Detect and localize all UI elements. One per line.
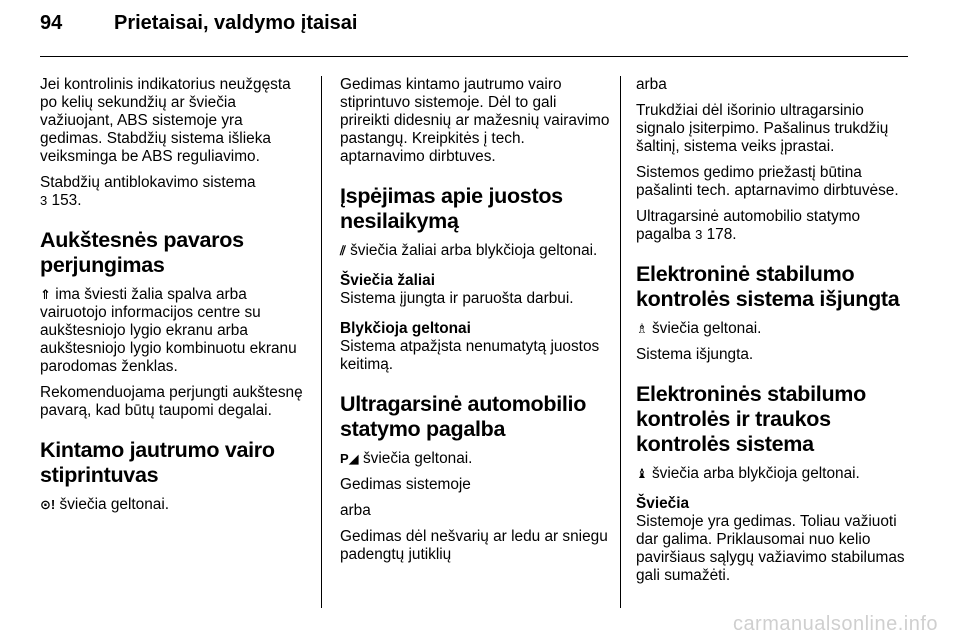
page-reference-arrow-icon: 3: [40, 193, 48, 208]
workshop-paragraph: Sistemos gedimo priežastį būtina pašalinti tech. aptarnavimo dirbtuvėse.: [636, 164, 899, 199]
section-heading-parking-assist: Ultragarsinė automobilio statymo pagalba: [340, 392, 587, 441]
column-3: [636, 76, 908, 593]
column-divider-2: [620, 76, 621, 608]
flashing-yellow-text: Sistema atpažįsta nenumatytą juostos keitimą.: [340, 338, 600, 373]
parking-reference-text: Ultragarsinė automobilio statymo pagalba: [636, 208, 861, 243]
parking-sensor-line: Gedimas dėl nešvarių ar ledu ar sniegu padengtų jutiklių: [340, 528, 608, 563]
esc-icon: ♝: [636, 466, 648, 481]
parking-text: šviečia geltonai.: [362, 450, 473, 467]
header-divider: [40, 56, 908, 57]
subheading-flashing-yellow: Blykčioja geltonai: [340, 320, 471, 337]
abs-reference-page[interactable]: 153.: [51, 192, 82, 209]
steering-fault-paragraph: Gedimas kintamo jautrumo vairo stiprintuvo sistemoje. Dėl to gali prireikti didesnių ar mažesnių vairavimo pastangų. Kreipkitės į tech. aptarnavimo dirbtuves.: [340, 76, 610, 165]
page-number: 94: [40, 12, 63, 34]
column-divider-1: [321, 76, 322, 608]
section-heading-steering: Kintamo jautrumo vairo stiprintuvas: [40, 438, 275, 487]
lane-paragraph: [340, 242, 610, 260]
esc-off-status: Sistema išjungta.: [636, 346, 754, 363]
section-heading-lane-departure: Įspėjimas apie juostos nesilaikymą: [340, 184, 563, 233]
page-header: [40, 12, 357, 42]
esc-off-paragraph: [636, 320, 908, 338]
parking-reference-page[interactable]: 178.: [706, 226, 737, 243]
lit-green-text: Sistema įjungta ir paruošta darbui.: [340, 290, 574, 307]
or-line: arba: [636, 76, 667, 93]
upshift-paragraph: [40, 286, 308, 376]
abs-reference-text: Stabdžių antiblokavimo sistema: [40, 174, 256, 191]
lit-text: Sistemoje yra gedimas. Toliau važiuoti dar galima. Priklausomai nuo kelio paviršiaus sąlygų važiavimo stabilumas gali sumažėti.: [636, 513, 905, 584]
page-title: Prietaisai, valdymo įtaisai: [114, 12, 358, 34]
esc-off-text: šviečia geltonai.: [651, 320, 762, 337]
steering-paragraph: [40, 496, 308, 514]
upshift-arrow-icon: ⇑: [40, 287, 51, 302]
subheading-lit-green: Šviečia žaliai: [340, 272, 435, 289]
esc-text: šviečia arba blykčioja geltonai.: [651, 465, 860, 482]
column-1: [40, 76, 308, 522]
section-heading-esc-off: Elektroninė stabilumo kontrolės sistema išjungta: [636, 262, 900, 311]
lane-text: šviečia žaliai arba blykčioja geltonai.: [350, 242, 598, 259]
section-heading-upshift: Aukštesnės pavaros perjungimas: [40, 228, 244, 277]
steering-text: šviečia geltonai.: [59, 496, 170, 513]
upshift-text: ima šviesti žalia spalva arba vairuotojo informacijos centre su aukštesniojo lygio ekranu arba aukštesniojo lygio kombinuotu ekranu parodomas ženklas.: [40, 286, 297, 375]
column-2: [340, 76, 610, 572]
esc-off-icon: ♗: [636, 321, 648, 336]
parking-or-line: arba: [340, 502, 371, 519]
interference-paragraph: Trukdžiai dėl išorinio ultragarsinio signalo įsiterpimo. Pašalinus trukdžių šaltinį, sistema veiks įprastai.: [636, 102, 889, 155]
section-heading-esc-tc: Elektroninės stabilumo kontrolės ir traukos kontrolės sistema: [636, 382, 866, 456]
upshift-recommendation: Rekomenduojama perjungti aukštesnę pavarą, kad būtų taupomi degalai.: [40, 384, 303, 419]
parking-assist-icon: P◢: [340, 451, 359, 466]
parking-paragraph: [340, 450, 610, 468]
parking-fault-line: Gedimas sistemoje: [340, 476, 471, 493]
watermark: carmanualsonline.info: [732, 613, 938, 635]
abs-reference: [40, 174, 308, 210]
steering-warning-icon: ⊙!: [40, 497, 56, 512]
lane-departure-icon: ⫽: [340, 243, 346, 258]
parking-reference: [636, 208, 908, 244]
subheading-lit: Šviečia: [636, 495, 690, 512]
esc-paragraph: [636, 465, 908, 483]
abs-paragraph: Jei kontrolinis indikatorius neužgęsta po kelių sekundžių ar šviečia važiuojant, ABS sistemoje yra gedimas. Stabdžių sistema išlieka veiksminga be ABS reguliavimo.: [40, 76, 291, 165]
page-reference-arrow-icon: 3: [695, 227, 703, 242]
